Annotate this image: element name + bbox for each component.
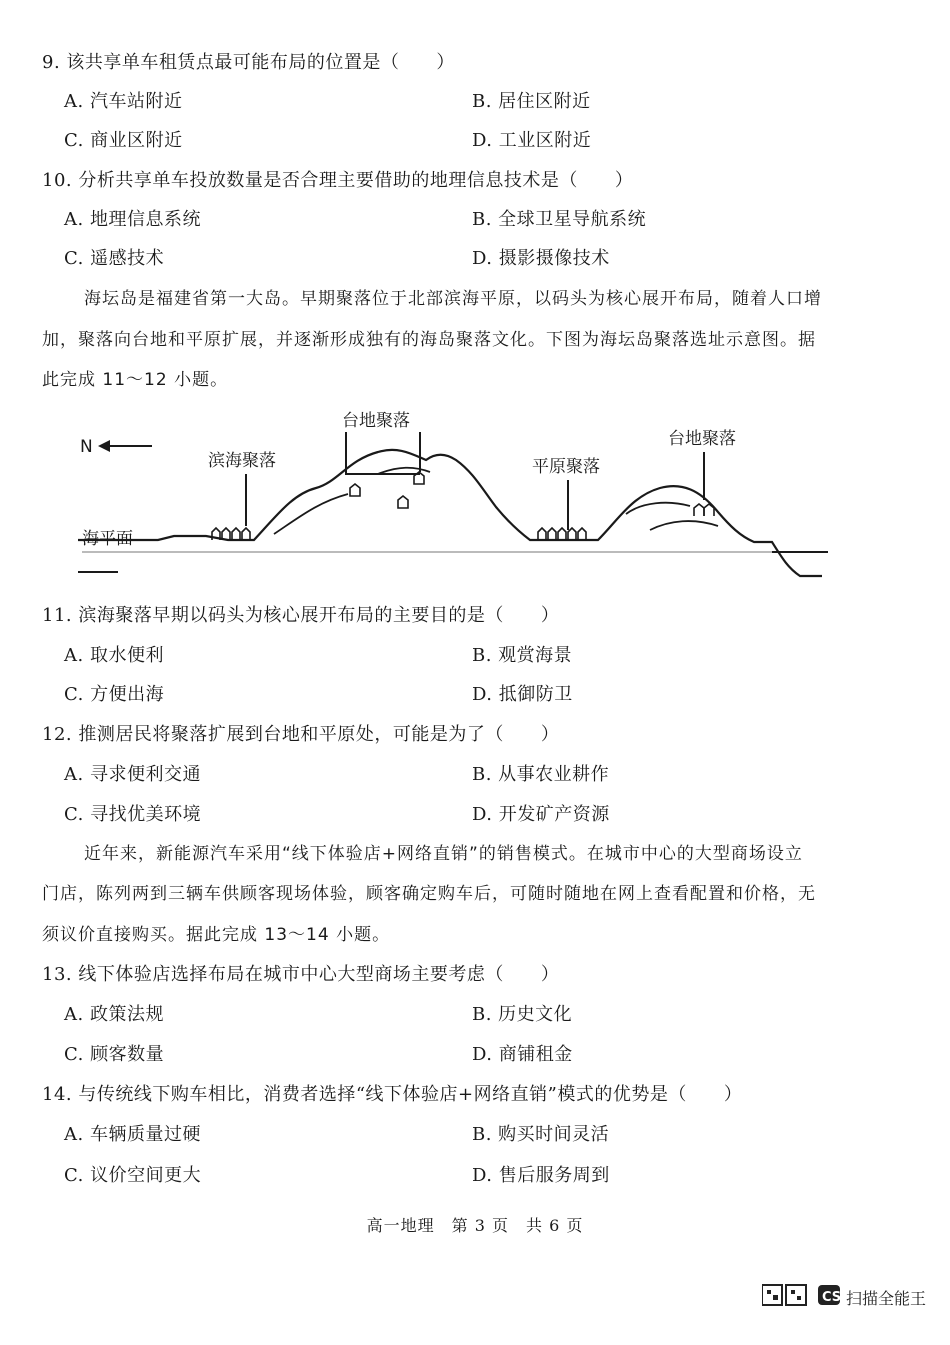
question-13-stem: 13. 线下体验店选择布局在城市中心大型商场主要考虑（ ） — [42, 964, 560, 985]
page-footer: 高一地理 第 3 页 共 6 页 — [366, 1216, 584, 1235]
house-icon — [538, 528, 586, 540]
ridge-line-3 — [626, 503, 690, 514]
q14-option-d: D. 售后服务周到 — [472, 1165, 610, 1186]
q11-option-a: A. 取水便利 — [64, 645, 164, 666]
q9-option-c: C. 商业区附近 — [64, 130, 183, 151]
q10-option-c: C. 遥感技术 — [64, 248, 165, 269]
house-icon — [350, 472, 424, 508]
coastal-settlement-label: 滨海聚落 — [208, 451, 276, 471]
passage-1-line-2: 加，聚落向台地和平原扩展，并逐渐形成独有的海岛聚落文化。下图为海坛岛聚落选址示意图。据 — [42, 330, 816, 350]
q14-option-a: A. 车辆质量过硬 — [64, 1124, 201, 1145]
q11-option-b: B. 观赏海景 — [472, 645, 573, 666]
plain-settlement-label: 平原聚落 — [532, 457, 600, 477]
q14-option-b: B. 购买时间灵活 — [472, 1124, 610, 1145]
question-11-stem: 11. 滨海聚落早期以码头为核心展开布局的主要目的是（ ） — [42, 605, 560, 626]
question-14-stem: 14. 与传统线下购车相比，消费者选择“线下体验店+网络直销”模式的优势是（ ） — [42, 1084, 743, 1105]
q13-option-c: C. 顾客数量 — [64, 1044, 165, 1065]
sea-level-label: 海平面 — [82, 529, 133, 549]
plateau-settlement-label-1: 台地聚落 — [342, 411, 410, 431]
q9-option-b: B. 居住区附近 — [472, 91, 591, 112]
scanner-watermark-text: 扫描全能王 — [846, 1289, 927, 1306]
q12-option-b: B. 从事农业耕作 — [472, 764, 610, 785]
q13-option-d: D. 商铺租金 — [472, 1044, 573, 1065]
house-icon — [694, 504, 714, 516]
qr-code-icon — [762, 1283, 842, 1307]
q9-option-a: A. 汽车站附近 — [64, 91, 183, 112]
plateau-settlement-label-2: 台地聚落 — [668, 429, 736, 449]
q12-option-c: C. 寻找优美环境 — [64, 804, 202, 825]
q11-option-d: D. 抵御防卫 — [472, 684, 573, 705]
terrain-profile — [78, 450, 822, 576]
svg-text:CS: CS — [822, 1290, 842, 1305]
q11-option-c: C. 方便出海 — [64, 684, 165, 705]
q14-option-c: C. 议价空间更大 — [64, 1165, 202, 1186]
q9-option-d: D. 工业区附近 — [472, 130, 592, 151]
passage-1-line-1: 海坛岛是福建省第一大岛。早期聚落位于北部滨海平原，以码头为核心展开布局，随着人口增 — [84, 289, 822, 309]
q10-option-d: D. 摄影摄像技术 — [472, 248, 610, 269]
passage-2-line-3: 须议价直接购买。据此完成 13～14 小题。 — [42, 925, 391, 945]
q13-option-a: A. 政策法规 — [64, 1004, 164, 1025]
north-arrow-icon — [98, 440, 152, 452]
q13-option-b: B. 历史文化 — [472, 1004, 573, 1025]
q12-option-a: A. 寻求便利交通 — [64, 764, 201, 785]
passage-1-line-3: 此完成 11～12 小题。 — [42, 370, 229, 390]
q12-option-d: D. 开发矿产资源 — [472, 804, 610, 825]
q10-option-a: A. 地理信息系统 — [64, 209, 201, 230]
question-10-stem: 10. 分析共享单车投放数量是否合理主要借助的地理信息技术是（ ） — [42, 170, 634, 191]
question-9-stem: 9. 该共享单车租赁点最可能布局的位置是（ ） — [42, 52, 455, 73]
ridge-line-4 — [650, 521, 718, 530]
passage-2-line-2: 门店，陈列两到三辆车供顾客现场体验，顾客确定购车后，可随时随地在网上查看配置和价格，无 — [42, 884, 816, 904]
q10-option-b: B. 全球卫星导航系统 — [472, 209, 647, 230]
question-12-stem: 12. 推测居民将聚落扩展到台地和平原处，可能是为了（ ） — [42, 724, 560, 745]
ridge-line-1 — [274, 494, 348, 534]
passage-2-line-1: 近年来，新能源汽车采用“线下体验店+网络直销”的销售模式。在城市中心的大型商场设立 — [84, 844, 803, 864]
settlement-site-diagram — [78, 402, 838, 582]
north-label: N — [80, 437, 93, 457]
